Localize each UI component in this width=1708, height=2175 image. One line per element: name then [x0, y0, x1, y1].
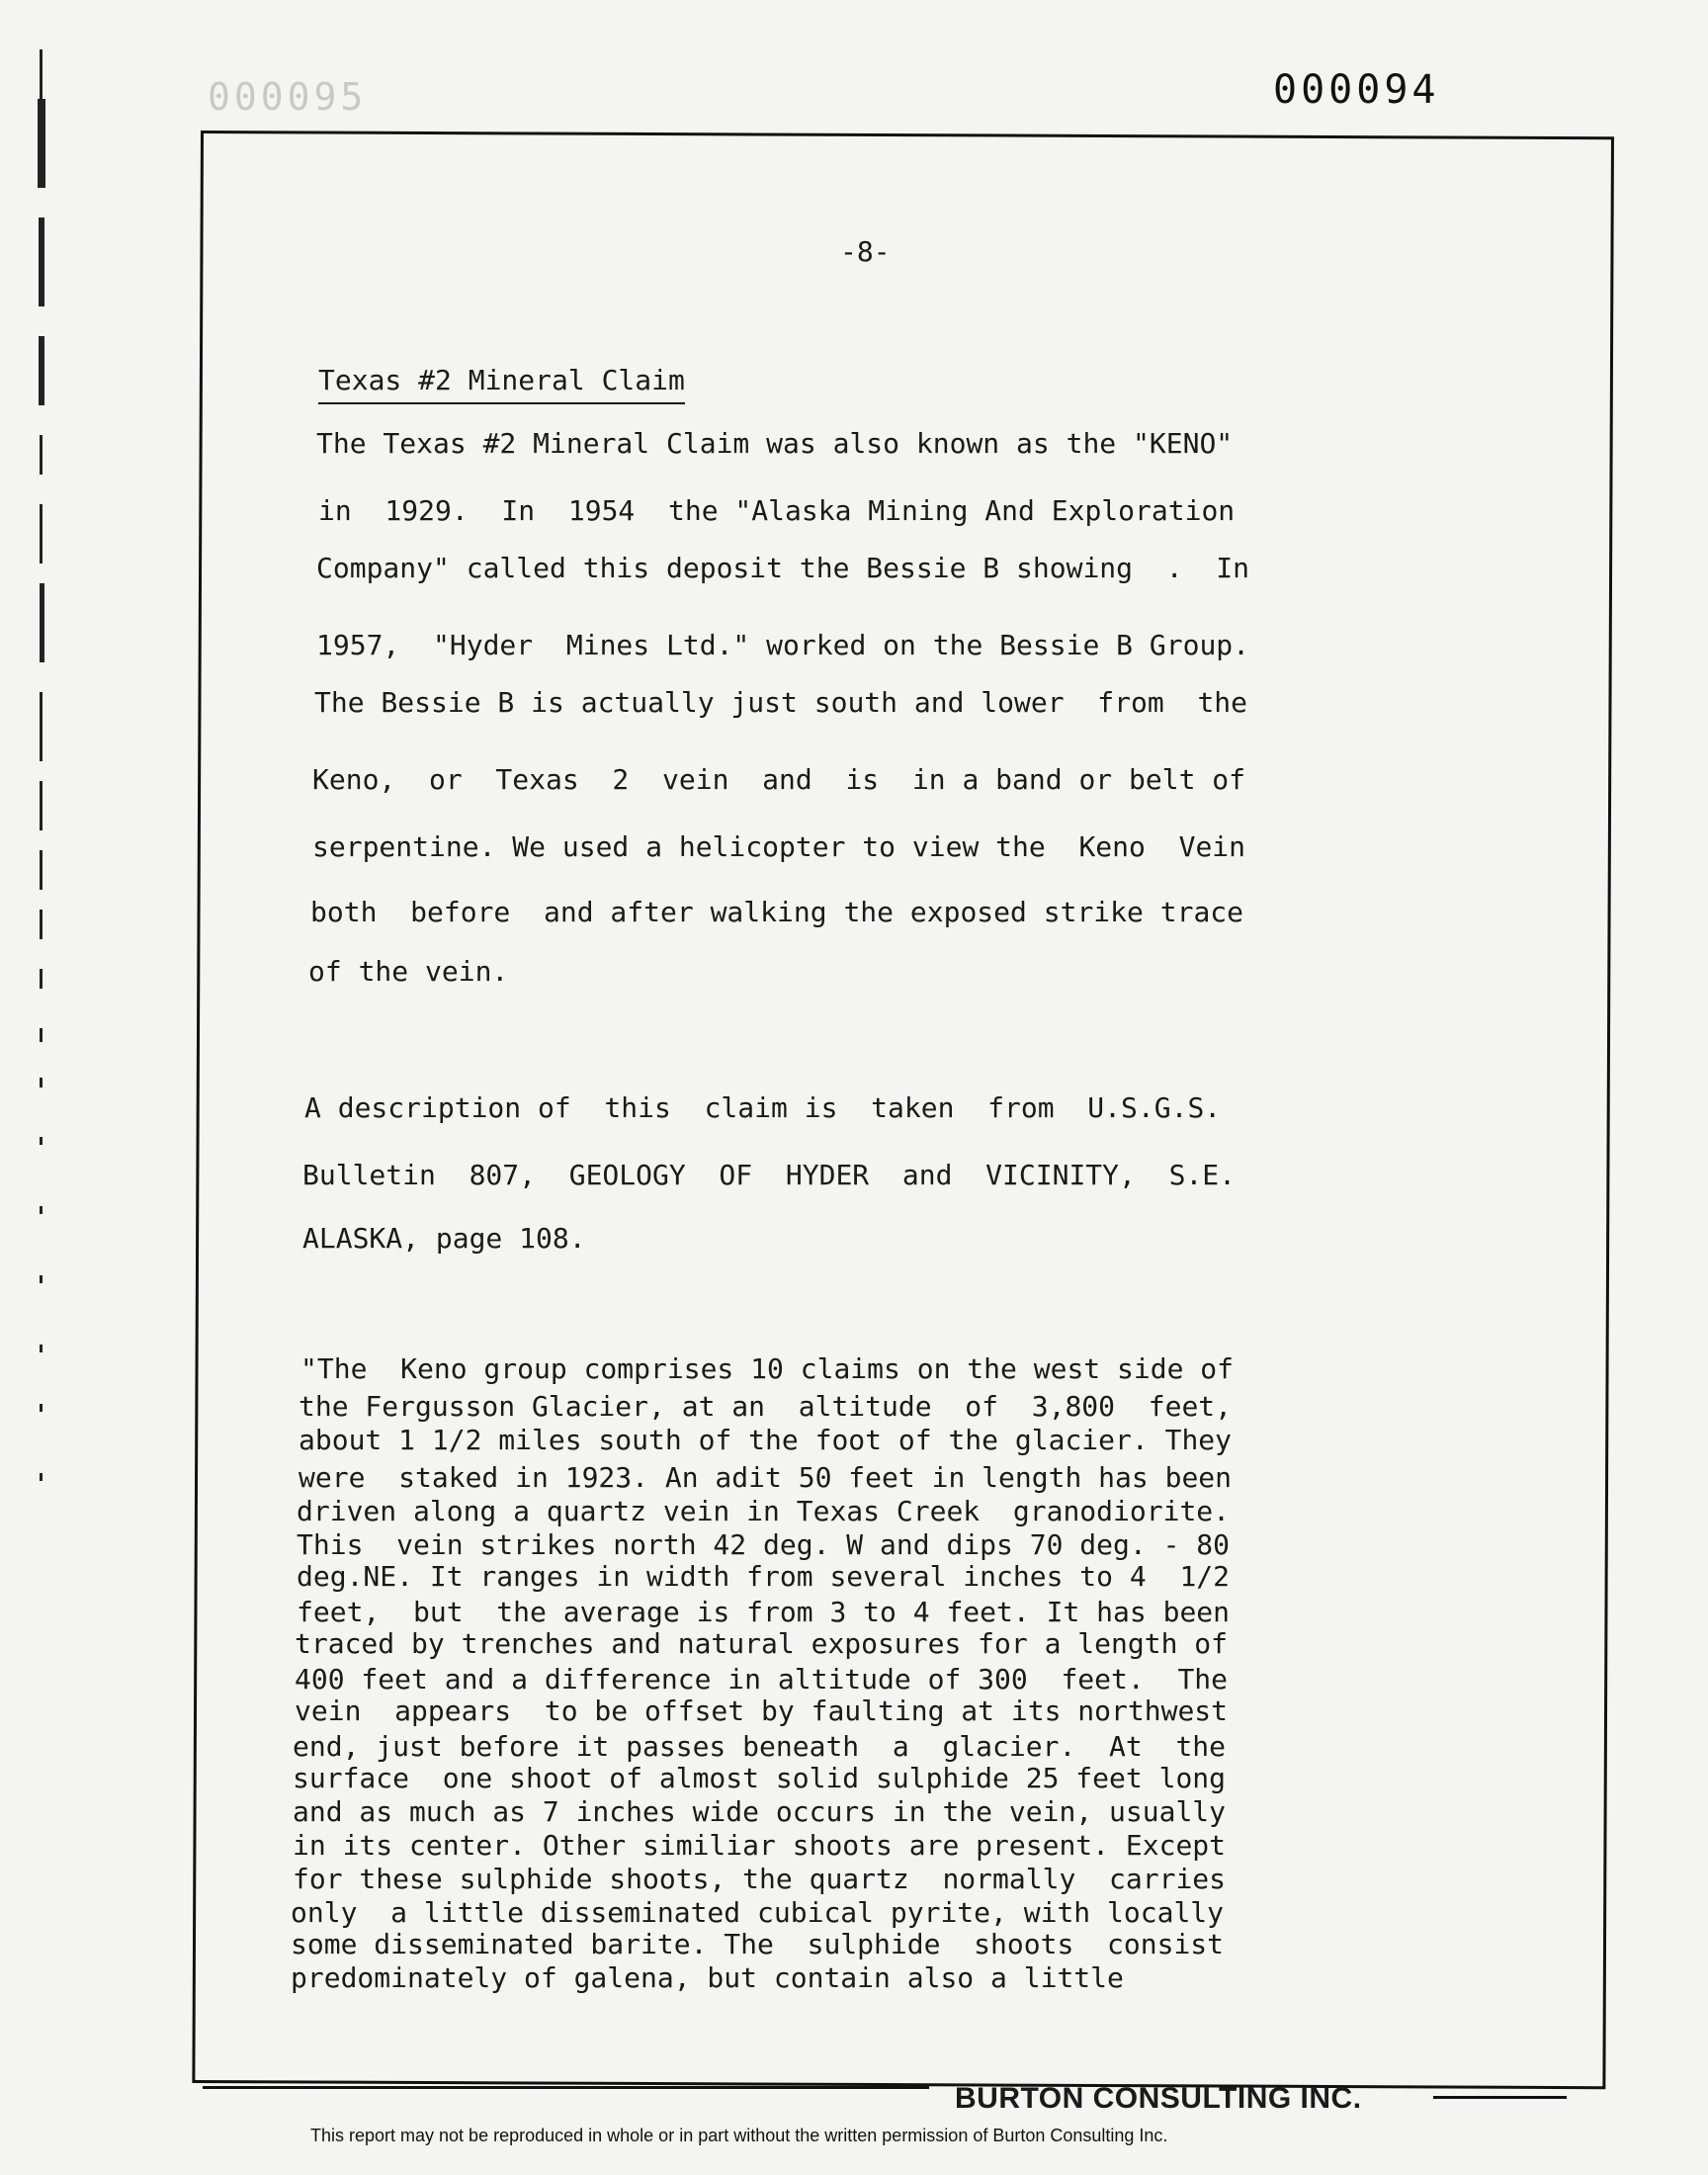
- company-name: BURTON CONSULTING INC.: [955, 2082, 1362, 2115]
- quote-line: for these sulphide shoots, the quartz normally carries: [293, 1863, 1227, 1895]
- text-line: of the vein.: [308, 955, 509, 988]
- quote-line: in its center. Other similiar shoots are present. Except: [293, 1829, 1227, 1862]
- quote-line: end, just before it passes beneath a glacier. At the: [293, 1730, 1227, 1763]
- quote-line: surface one shoot of almost solid sulphide 25 feet long: [293, 1762, 1227, 1794]
- text-line: Bulletin 807, GEOLOGY OF HYDER and VICINITY, S.E.: [302, 1159, 1237, 1191]
- text-line: Company" called this deposit the Bessie B showing . In: [316, 552, 1250, 584]
- page-number: -8-: [840, 235, 891, 268]
- text-line: A description of this claim is taken from U.S.G.S.: [304, 1091, 1222, 1124]
- quote-line: traced by trenches and natural exposures for a length of: [295, 1627, 1229, 1660]
- quote-line: vein appears to be offset by faulting at its northwest: [295, 1695, 1229, 1727]
- text-line: in 1929. In 1954 the "Alaska Mining And Exploration: [318, 494, 1236, 527]
- quote-line: This vein strikes north 42 deg. W and dips 70 deg. - 80: [297, 1528, 1231, 1561]
- text-line: Keno, or Texas 2 vein and is in a band or belt of: [312, 763, 1246, 796]
- binding-marks: [30, 40, 69, 1522]
- quote-line: were staked in 1923. An adit 50 feet in length has been: [299, 1461, 1233, 1494]
- quote-line: deg.NE. It ranges in width from several inches to 4 1/2: [297, 1560, 1231, 1593]
- quote-line: about 1 1/2 miles south of the foot of the glacier. They: [299, 1424, 1233, 1456]
- footer-rule: [203, 2086, 929, 2089]
- text-line: both before and after walking the exposed strike trace: [310, 896, 1244, 928]
- quote-line: and as much as 7 inches wide occurs in the vein, usually: [293, 1795, 1227, 1828]
- section-heading: Texas #2 Mineral Claim: [318, 364, 685, 404]
- quote-line: the Fergusson Glacier, at an altitude of 3,800 feet,: [299, 1390, 1233, 1423]
- text-line: 1957, "Hyder Mines Ltd." worked on the Bessie B Group.: [316, 629, 1250, 661]
- quote-line: predominately of galena, but contain also a little: [291, 1961, 1124, 1994]
- document-number: 000094: [1273, 67, 1440, 113]
- text-line: ALASKA, page 108.: [302, 1222, 586, 1255]
- quote-line: driven along a quartz vein in Texas Creek granodiorite.: [297, 1495, 1231, 1527]
- footer-rule: [1433, 2096, 1567, 2099]
- text-line: The Texas #2 Mineral Claim was also known as the "KENO": [316, 427, 1234, 460]
- quote-line: only a little disseminated cubical pyrite, with locally: [291, 1896, 1225, 1929]
- quote-line: "The Keno group comprises 10 claims on the west side of: [300, 1352, 1235, 1385]
- ghost-document-number: 000095: [208, 75, 368, 119]
- text-line: The Bessie B is actually just south and lower from the: [314, 686, 1248, 719]
- text-line: serpentine. We used a helicopter to view the Keno Vein: [312, 830, 1246, 863]
- quote-line: some disseminated barite. The sulphide shoots consist: [291, 1928, 1225, 1960]
- quote-line: 400 feet and a difference in altitude of 300 feet. The: [295, 1663, 1229, 1696]
- copyright-notice: This report may not be reproduced in whole or in part without the written permission of Burton Consulting Inc.: [310, 2126, 1168, 2145]
- quote-line: feet, but the average is from 3 to 4 feet. It has been: [297, 1596, 1231, 1628]
